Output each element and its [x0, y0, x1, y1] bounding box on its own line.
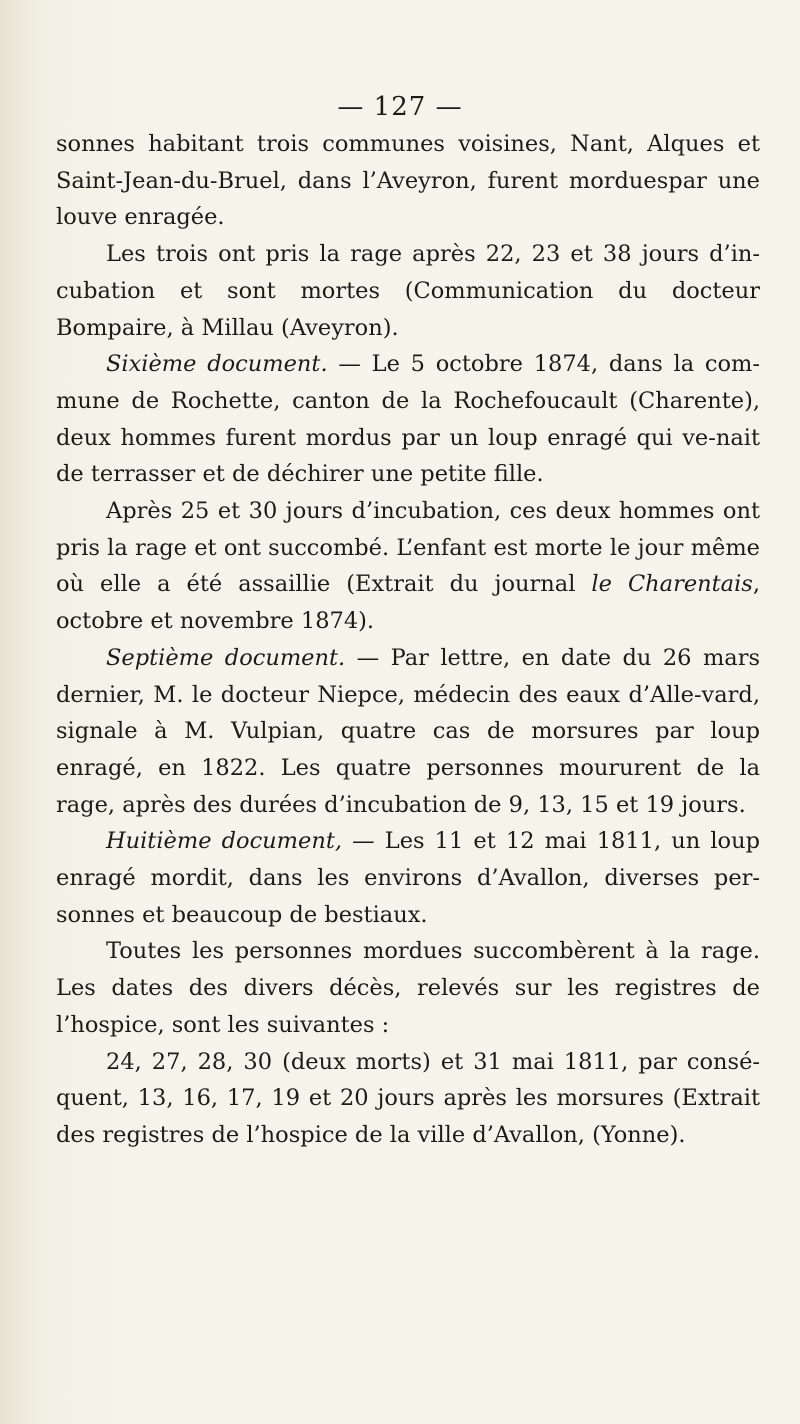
- text-run: — Le 5 octobre 1874, dans la com-mune de Rochette, canton de la Rochefoucault (Charente), deux hommes furent mordus par un loup enragé qui ve-nait de terrasser et de déchirer une petite fille.: [56, 351, 760, 488]
- paragraph: [56, 823, 760, 933]
- section-heading: Septième document.: [106, 644, 346, 671]
- text-run: , octobre et novembre 1874).: [56, 571, 760, 635]
- paragraph: [56, 933, 760, 1043]
- paragraph: [56, 493, 760, 640]
- paragraph: [56, 236, 760, 346]
- paragraph: [56, 346, 760, 493]
- section-heading: Huitième document,: [106, 828, 343, 855]
- text-run: — Par lettre, en date du 26 mars dernier, M. le docteur Niepce, médecin des eaux d’Alle-vard, signale à M. Vulpian, quatre cas de morsures par loup enragé, en 1822. Les quatre personnes moururent de la rage, après des durées d’incubation de 9, 13, 15 et 19 jours.: [56, 644, 760, 818]
- paragraph: [56, 1044, 760, 1154]
- body-text: [56, 126, 760, 1154]
- paragraph: [56, 126, 760, 236]
- text-run: Après 25 et 30 jours d’incubation, ces deux hommes ont pris la rage et ont succombé. L’enfant est morte le jour même où elle a été assaillie (Extrait du journal: [56, 498, 760, 598]
- journal-title: le Charentais: [591, 571, 753, 598]
- page-number: — 127 —: [337, 92, 463, 122]
- section-heading: Sixième document.: [106, 351, 328, 378]
- text-run: Les trois ont pris la rage après 22, 23 et 38 jours d’in-cubation et sont mortes (Communication du docteur Bompaire, à Millau (Aveyron).: [56, 241, 760, 341]
- text-run: 24, 27, 28, 30 (deux morts) et 31 mai 1811, par consé-quent, 13, 16, 17, 19 et 20 jours après les morsures (Extrait des registres de l’hospice de la ville d’Avallon, (Yonne).: [56, 1048, 760, 1148]
- text-run: sonnes habitant trois communes voisines, Nant, Alques et Saint-Jean-du-Bruel, dans l’Aveyron, furent morduespar une louve enragée.: [56, 131, 760, 231]
- text-run: Toutes les personnes mordues succombèrent à la rage. Les dates des divers décès, relevés sur les registres de l’hospice, sont les suivantes :: [56, 938, 760, 1038]
- text-run: — Les 11 et 12 mai 1811, un loup enragé mordit, dans les environs d’Avallon, diverses per-sonnes et beaucoup de bestiaux.: [56, 828, 760, 928]
- paragraph: [56, 640, 760, 824]
